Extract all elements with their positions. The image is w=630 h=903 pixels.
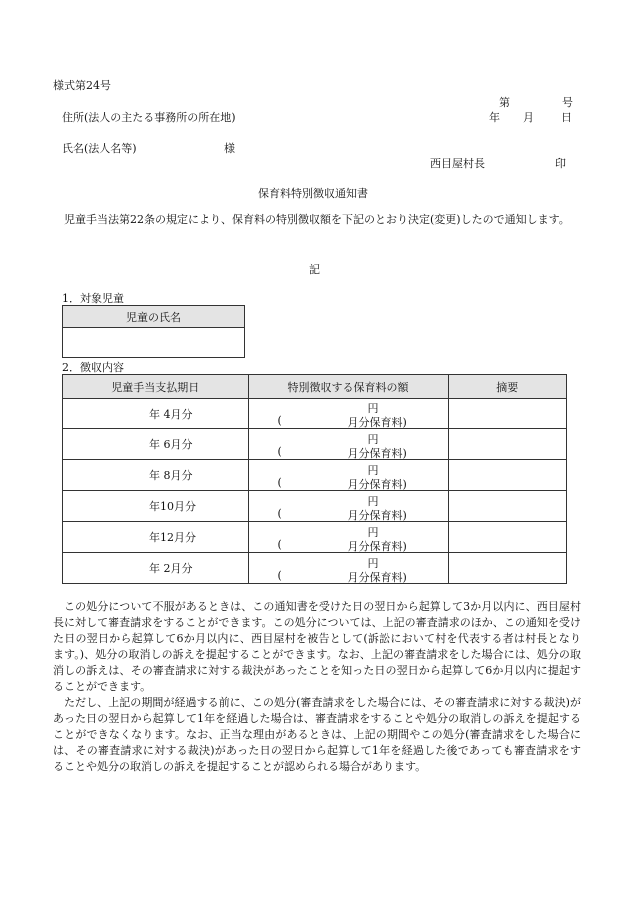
amount-cell: 円 ( 月分保育料) xyxy=(248,429,448,460)
notice-paragraph-2: ただし、上記の期間が経過する前に、この処分(審査請求をした場合には、その審査請求に対する裁決)があった日の翌日から起算して1年を経過した場合は、審査請求をすることや処分の取消しの訴えを提起することができなくなります。なお、正当な理由があるときは、上記の期間やこの処分(審査請求をした場合には、その審査請求に対する裁決)があった日の翌日から起算して1年を経過した後であっても審査請求をすることや処分の取消しの訴えを提起することが認められる場合があります。 xyxy=(53,696,581,773)
due-cell: 年 4月分 xyxy=(63,399,249,429)
date-day: 日 xyxy=(561,111,572,124)
amount-cell: 円 ( 月分保育料) xyxy=(248,460,448,491)
col-remarks: 摘要 xyxy=(448,375,566,399)
table-row xyxy=(63,399,567,429)
section2-heading: 2．徴収内容 xyxy=(62,361,124,374)
section1-heading: 1．対象児童 xyxy=(62,292,124,305)
legal-notice xyxy=(53,599,581,775)
amount-cell: 円 ( 月分保育料) xyxy=(248,491,448,522)
due-cell: 年 2月分 xyxy=(63,553,249,584)
date-year: 年 xyxy=(489,111,500,124)
seal: 印 xyxy=(555,157,566,170)
ki-mark: 記 xyxy=(309,263,320,276)
target-child-table xyxy=(62,305,245,358)
table-row xyxy=(63,553,567,584)
table-row xyxy=(63,429,567,460)
due-cell: 年 8月分 xyxy=(63,460,249,491)
amount-cell: 円 ( 月分保育料) xyxy=(248,522,448,553)
table-row xyxy=(63,491,567,522)
child-name-cell xyxy=(63,328,245,358)
table-row xyxy=(63,522,567,553)
amount-cell: 円 ( 月分保育料) xyxy=(248,553,448,584)
remarks-cell xyxy=(448,491,566,522)
form-number: 様式第24号 xyxy=(53,79,111,92)
notice-paragraph-1: この処分について不服があるときは、この通知書を受けた日の翌日から起算して3か月以内に、西目屋村長に対して審査請求をすることができます。この処分については、上記の審査請求のほか、この通知を受けた日の翌日から起算して6か月以内に、西目屋村を被告として(訴訟において村を代表する者は村長となります。)、処分の取消しの訴えを提起することができます。なお、上記の審査請求をした場合には、処分の取消しの訴えは、その審査請求に対する裁決があったことを知った日の翌日から起算して6か月以内に提起することができます。 xyxy=(53,600,581,693)
remarks-cell xyxy=(448,429,566,460)
doc-number-dai: 第 xyxy=(499,96,510,109)
table-row xyxy=(63,460,567,491)
issuer: 西目屋村長 xyxy=(430,157,485,170)
honorific: 様 xyxy=(224,142,235,155)
col-amount: 特別徴収する保育料の額 xyxy=(248,375,448,399)
remarks-cell xyxy=(448,522,566,553)
remarks-cell xyxy=(448,553,566,584)
remarks-cell xyxy=(448,399,566,429)
name-label: 氏名(法人名等) xyxy=(62,142,137,155)
collection-table xyxy=(62,374,567,584)
col-due-date: 児童手当支払期日 xyxy=(63,375,249,399)
due-cell: 年10月分 xyxy=(63,491,249,522)
due-cell: 年 6月分 xyxy=(63,429,249,460)
address-label: 住所(法人の主たる事務所の所在地) xyxy=(62,111,236,124)
amount-cell: 円 ( 月分保育料) xyxy=(248,399,448,429)
remarks-cell xyxy=(448,460,566,491)
intro-text: 児童手当法第22条の規定により、保育料の特別徴収額を下記のとおり決定(変更)したので通知します。 xyxy=(64,213,570,226)
due-cell: 年12月分 xyxy=(63,522,249,553)
child-name-header: 児童の氏名 xyxy=(63,306,245,328)
document-title: 保育料特別徴収通知書 xyxy=(258,187,368,200)
date-month: 月 xyxy=(523,111,534,124)
doc-number-go: 号 xyxy=(562,96,573,109)
